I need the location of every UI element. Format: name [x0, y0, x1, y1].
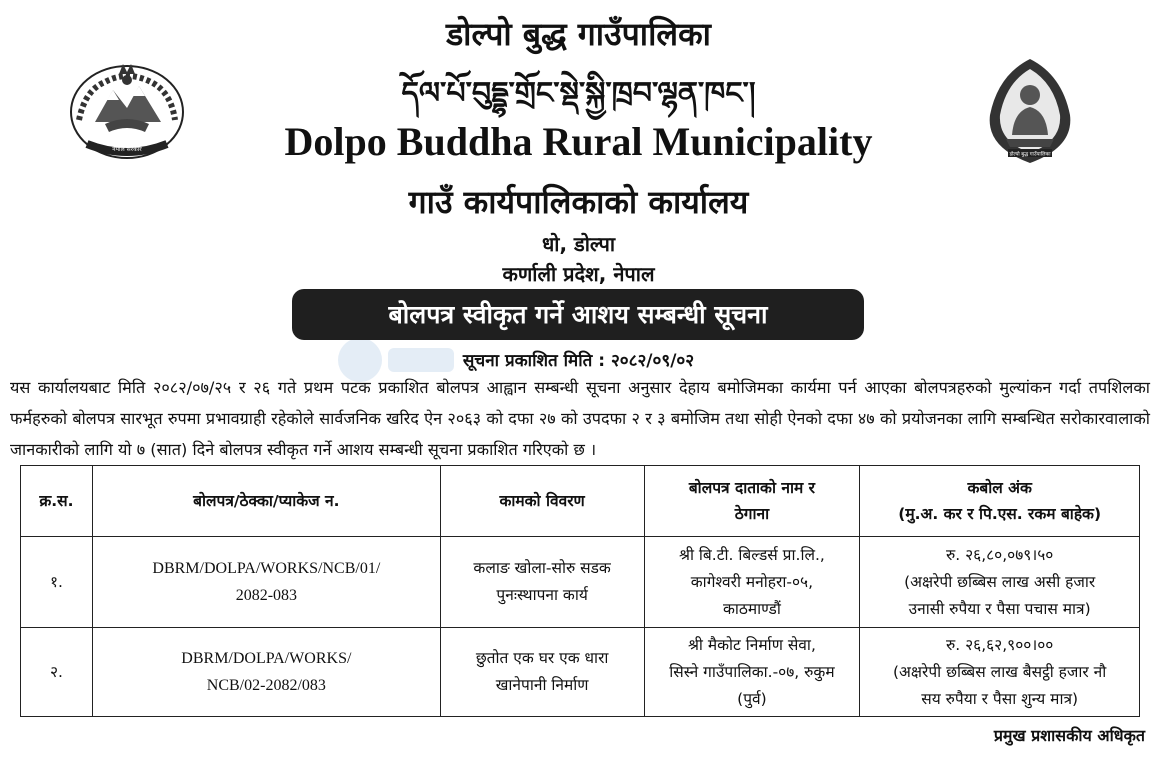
- nepal-emblem-caption: नेपाल सरकार: [112, 146, 142, 153]
- row-bidder: [644, 628, 860, 717]
- row-sn: १.: [21, 537, 93, 628]
- nepal-government-emblem-icon: [65, 60, 190, 165]
- table-row: [21, 628, 1140, 717]
- row-bidder: [644, 537, 860, 628]
- header-package: बोलपत्र/ठेक्का/प्याकेज न.: [92, 466, 440, 537]
- header-bidder-line1: बोलपत्र दाताको नाम र: [688, 479, 815, 497]
- header-sn: क्र.स.: [21, 466, 93, 537]
- signature-title: प्रमुख प्रशासकीय अधिकृत: [993, 726, 1145, 745]
- row-package: [92, 537, 440, 628]
- row-package-line1: DBRM/DOLPA/WORKS/NCB/01/: [152, 560, 381, 577]
- row-description-line2: पुनःस्थापना कार्य: [496, 586, 588, 604]
- row-bidder-line3: काठमाण्डौं: [722, 599, 781, 618]
- row-bidder-line2: कागेश्वरी मनोहरा-०५,: [690, 572, 814, 591]
- header-amount-line1: कबोल अंक: [967, 479, 1032, 497]
- table-header-row: [21, 466, 1140, 537]
- row-amount: [860, 537, 1140, 628]
- office-name: गाउँ कार्यपालिकाको कार्यालय: [408, 183, 749, 221]
- municipality-name-tibetan: དོལ་པོ་བུདྡྷ་གྲོང་སྡེ་སྐྱི་ཁྲབ་ལྷན་ཁང་།: [401, 76, 756, 111]
- header-bidder: [644, 466, 860, 537]
- header-description: कामको विवरण: [440, 466, 644, 537]
- row-amount: [860, 628, 1140, 717]
- buddha-emblem-icon: [978, 55, 1083, 167]
- row-amount-line2: (अक्षरेपी छब्बिस लाख बैसट्ठी हजार नौ: [893, 662, 1107, 681]
- row-amount-line1: रु. २६,८०,०७९।५०: [945, 545, 1054, 564]
- row-bidder-line3: (पुर्व): [737, 689, 767, 708]
- row-description-line1: छुतोत एक घर एक धारा: [475, 649, 609, 667]
- header-amount-line2: (मु.अ. कर र पि.एस. रकम बाहेक): [898, 505, 1102, 523]
- row-amount-line3: उनासी रुपैया र पैसा पचास मात्र): [908, 599, 1091, 618]
- tender-table: [20, 465, 1140, 717]
- row-description: [440, 628, 644, 717]
- row-package: [92, 628, 440, 717]
- row-amount-line1: रु. २६,६२,९००।००: [945, 635, 1054, 654]
- row-bidder-line1: श्री बि.टी. बिल्डर्स प्रा.लि.,: [678, 545, 825, 564]
- header-amount: [860, 466, 1140, 537]
- notice-title-banner: बोलपत्र स्वीकृत गर्ने आशय सम्बन्धी सूचना: [292, 289, 864, 340]
- row-description-line2: खानेपानी निर्माण: [495, 676, 589, 694]
- publish-date: सूचना प्रकाशित मिति : २०८२/०९/०२: [462, 351, 695, 371]
- table-row: [21, 537, 1140, 628]
- row-package-line2: 2082-083: [235, 587, 298, 604]
- row-package-line2: NCB/02-2082/083: [206, 677, 326, 694]
- office-location-district: धो, डोल्पा: [541, 232, 616, 256]
- row-description: [440, 537, 644, 628]
- header-bidder-line2: ठेगाना: [734, 505, 770, 523]
- buddha-emblem-caption: डोल्पो बुद्ध गाउँपालिका: [1009, 151, 1051, 158]
- municipality-name-nepali: डोल्पो बुद्ध गाउँपालिका: [446, 15, 711, 53]
- row-sn: २.: [21, 628, 93, 717]
- row-bidder-line1: श्री मैकोट निर्माण सेवा,: [687, 635, 816, 654]
- row-description-line1: कलाङ खोला-सोरु सडक: [473, 559, 611, 577]
- office-location-province: कर्णाली प्रदेश, नेपाल: [502, 262, 655, 286]
- notice-body: यस कार्यालयबाट मिति २०८२/०७/२५ र २६ गते प्रथम पटक प्रकाशित बोलपत्र आह्वान सम्बन्धी सूचना अनुसार देहाय बमोजिमका कार्यमा पर्न आएका बोलपत्रहरुको मुल्यांकन गर्दा तपशिलका फर्महरुको बोलपत्र सारभूत रुपमा प्रभावग्राही रहेकोले सार्वजनिक खरिद ऐन २०६३ को दफा २७ को उपदफा २ र ३ बमोजिम तथा सोही ऐनको दफा ४७ को प्रयोजनका लागि सम्बन्धित सरोकारवालाको जानकारीको लागि यो ७ (सात) दिने बोलपत्र स्वीकृत गर्ने आशय सम्बन्धी सूचना प्रकाशित गरिएको छ ।: [10, 378, 1150, 459]
- row-amount-line3: सय रुपैया र पैसा शुन्य मात्र): [921, 689, 1079, 708]
- row-package-line1: DBRM/DOLPA/WORKS/: [181, 650, 352, 667]
- row-amount-line2: (अक्षरेपी छब्बिस लाख असी हजार: [904, 572, 1096, 591]
- row-bidder-line2: सिस्ने गाउँपालिका.-०७, रुकुम: [669, 662, 835, 681]
- municipality-name-english: Dolpo Buddha Rural Municipality: [284, 119, 873, 164]
